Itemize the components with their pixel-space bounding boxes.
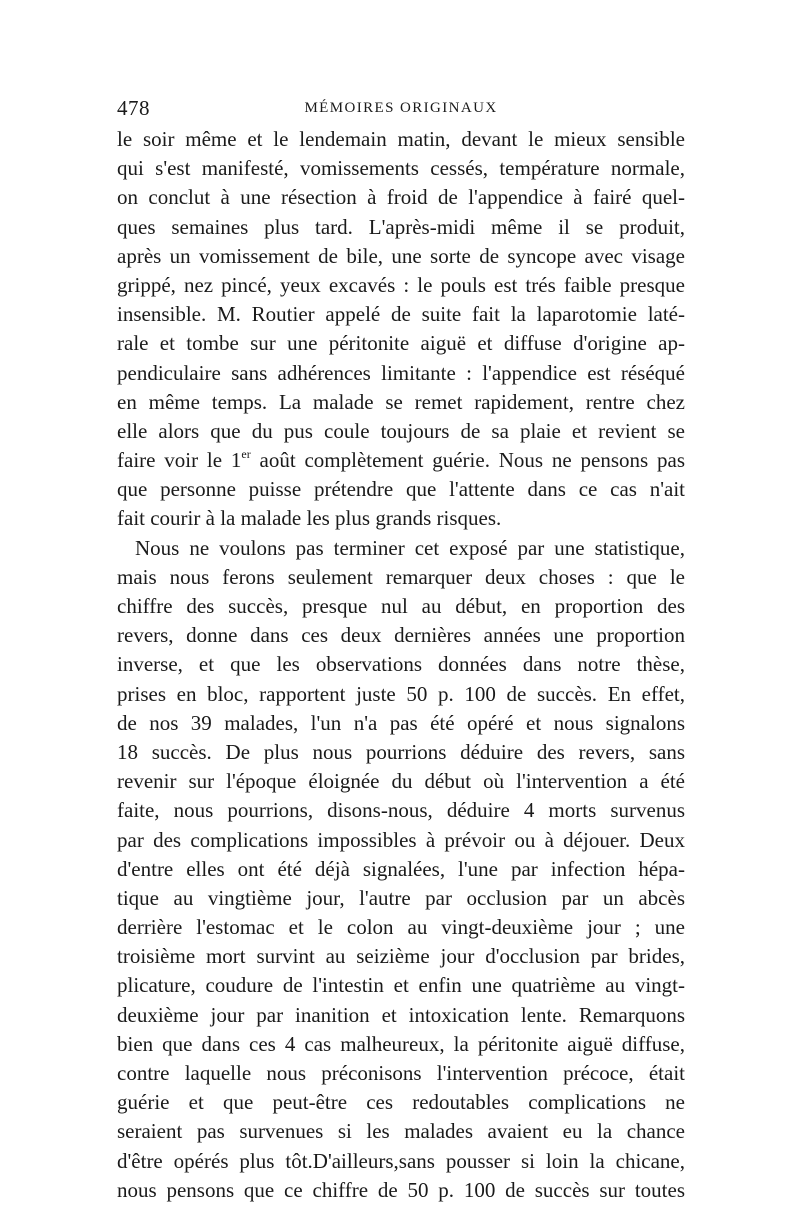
text-line — [117, 446, 685, 475]
text-line: revenir sur l'époque éloignée du début où l'intervention a été — [117, 769, 685, 794]
text-line: après un vomissement de bile, une sorte de syncope avec visage — [117, 243, 685, 268]
text-line: qui s'est manifesté, vomissements cessés, température normale, — [117, 156, 685, 181]
text-line: elle alors que du pus coule toujours de sa plaie et revient se — [117, 418, 685, 443]
text-line: plicature, coudure de l'intestin et enfin une quatrième au vingt- — [117, 973, 685, 998]
text-line: rale et tombe sur une péritonite aiguë et diffuse d'origine ap- — [117, 331, 685, 356]
text-line: seraient pas survenues si les malades avaient eu la chance — [117, 1119, 685, 1144]
text-line: que personne puisse prétendre que l'attente dans ce cas n'ait — [117, 477, 685, 502]
text-segment: août complètement guérie. Nous ne pensons pas — [250, 448, 685, 473]
text-line: faite, nous pourrions, disons-nous, déduire 4 morts survenus — [117, 798, 685, 823]
text-line: ques semaines plus tard. L'après-midi même il se produit, — [117, 214, 685, 239]
text-line: Nous ne voulons pas terminer cet exposé par une statistique, — [135, 535, 685, 560]
text-line: d'entre elles ont été déjà signalées, l'une par infection hépa- — [117, 856, 685, 881]
text-line: deuxième jour par inanition et intoxication lente. Remarquons — [117, 1002, 685, 1027]
text-line: en même temps. La malade se remet rapidement, rentre chez — [117, 389, 685, 414]
text-line: le soir même et le lendemain matin, devant le mieux sensible — [117, 127, 685, 151]
text-line: de nos 39 malades, l'un n'a pas été opéré et nous signalons — [117, 710, 685, 735]
running-head: MÉMOIRES ORIGINAUX — [304, 100, 498, 116]
text-line: bien que dans ces 4 cas malheureux, la péritonite aiguë diffuse, — [117, 1031, 685, 1056]
text-line: troisième mort survint au seizième jour d'occlusion par brides, — [117, 944, 685, 969]
text-line: fait courir à la malade les plus grands risques. — [117, 506, 502, 531]
superscript: er — [241, 447, 251, 462]
text-line: grippé, nez pincé, yeux excavés : le pouls est trés faible presque — [117, 272, 685, 297]
text-line: nous pensons que ce chiffre de 50 p. 100 de succès sur toutes — [117, 1177, 685, 1202]
text-line: par des complications impossibles à prévoir ou à déjouer. Deux — [117, 827, 685, 852]
text-line: guérie et que peut-être ces redoutables complications ne — [117, 1090, 685, 1115]
text-line: contre laquelle nous préconisons l'intervention précoce, était — [117, 1061, 685, 1085]
text-line: on conclut à une résection à froid de l'appendice à fairé quel- — [117, 185, 685, 210]
text-line: insensible. M. Routier appelé de suite fait la laparotomie laté- — [117, 302, 685, 327]
text-line: inverse, et que les observations données dans notre thèse, — [117, 652, 685, 677]
text-line: prises en bloc, rapportent juste 50 p. 100 de succès. En effet, — [117, 681, 685, 706]
text-segment: faire voir le 1 — [117, 448, 242, 473]
page-number: 478 — [117, 96, 150, 120]
text-line: derrière l'estomac et le colon au vingt-deuxième jour ; une — [117, 915, 685, 940]
text-line: tique au vingtième jour, l'autre par occlusion par un abcès — [117, 885, 685, 910]
text-line: mais nous ferons seulement remarquer deux choses : que le — [117, 564, 685, 589]
body-text — [117, 125, 685, 1205]
text-line: revers, donne dans ces deux dernières années une proportion — [117, 623, 685, 648]
page-header — [117, 96, 685, 126]
text-line: pendiculaire sans adhérences limitante : l'appendice est réséqué — [117, 360, 685, 385]
text-line: chiffre des succès, presque nul au début, en proportion des — [117, 594, 685, 618]
text-line: 18 succès. De plus nous pourrions déduire des revers, sans — [117, 739, 685, 764]
text-line: d'être opérés plus tôt.D'ailleurs,sans pousser si loin la chicane, — [117, 1148, 685, 1173]
